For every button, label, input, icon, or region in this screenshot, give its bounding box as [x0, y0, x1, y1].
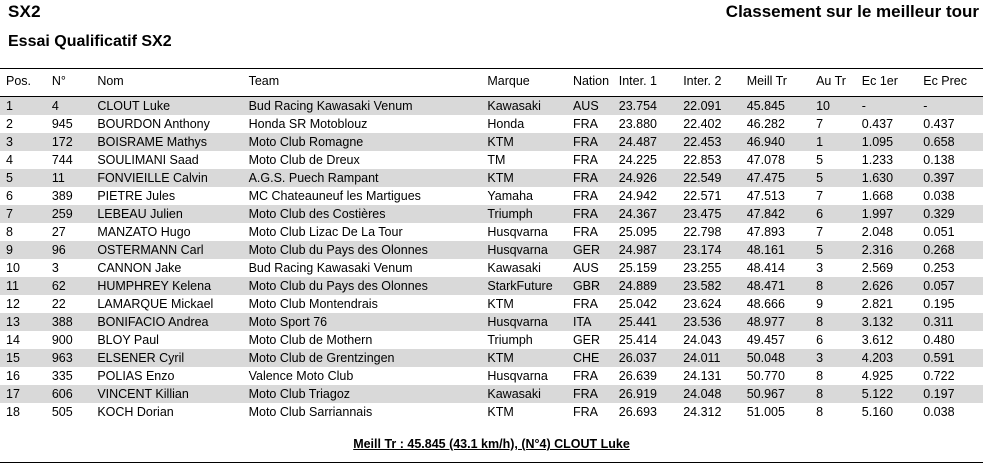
- table-row: [0, 277, 983, 295]
- cell-team: A.G.S. Puech Rampant: [248, 171, 379, 185]
- cell-inter2: 23.536: [683, 315, 722, 329]
- cell-lap-number: 8: [816, 405, 824, 419]
- cell-name: SOULIMANI Saad: [97, 153, 199, 167]
- cell-gap-first: 2.048: [861, 225, 894, 239]
- cell-best-lap: 47.078: [746, 153, 785, 167]
- cell-best-lap: 48.414: [746, 261, 785, 275]
- cell-gap-first: 2.569: [861, 261, 894, 275]
- cell-inter2: 23.255: [683, 261, 722, 275]
- table-row: [0, 295, 983, 313]
- cell-inter1: 26.037: [618, 351, 657, 365]
- cell-pos: 2: [6, 117, 13, 131]
- cell-pos: 14: [6, 333, 20, 347]
- column-header-gap-prev: Ec Prec: [923, 74, 968, 88]
- cell-number: 96: [51, 243, 66, 257]
- cell-brand: Triumph: [487, 207, 533, 221]
- cell-best-lap: 50.967: [746, 387, 785, 401]
- cell-brand: KTM: [487, 171, 514, 185]
- header-divider: [0, 68, 983, 69]
- cell-number: 11: [51, 171, 65, 185]
- cell-best-lap: 51.005: [746, 405, 785, 419]
- cell-pos: 11: [6, 279, 19, 293]
- cell-name: HUMPHREY Kelena: [97, 279, 212, 293]
- cell-lap-number: 8: [816, 369, 824, 383]
- cell-nation: GBR: [572, 279, 601, 293]
- cell-gap-prev: 0.329: [923, 207, 955, 221]
- table-row: [0, 205, 983, 223]
- cell-number: 62: [51, 279, 66, 293]
- cell-inter1: 25.414: [618, 333, 657, 347]
- cell-pos: 10: [6, 261, 20, 275]
- cell-lap-number: 5: [816, 171, 824, 185]
- cell-brand: KTM: [487, 351, 514, 365]
- cell-inter1: 25.441: [618, 315, 657, 329]
- cell-best-lap: 48.471: [746, 279, 785, 293]
- cell-gap-first: 1.630: [861, 171, 894, 185]
- cell-pos: 7: [6, 207, 13, 221]
- cell-nation: FRA: [572, 171, 598, 185]
- cell-team: Moto Club Romagne: [248, 135, 364, 149]
- table-row: [0, 115, 983, 133]
- cell-number: 259: [51, 207, 73, 221]
- cell-name: LEBEAU Julien: [97, 207, 183, 221]
- cell-inter1: 24.926: [618, 171, 657, 185]
- cell-pos: 15: [6, 351, 20, 365]
- cell-gap-first: 5.160: [861, 405, 894, 419]
- cell-inter2: 24.131: [683, 369, 722, 383]
- cell-nation: FRA: [572, 369, 598, 383]
- table-row: [0, 313, 983, 331]
- cell-nation: CHE: [572, 351, 600, 365]
- cell-best-lap: 48.666: [746, 297, 785, 311]
- cell-team: Honda SR Motoblouz: [248, 117, 368, 131]
- cell-pos: 4: [6, 153, 13, 167]
- cell-gap-first: 2.316: [861, 243, 894, 257]
- cell-gap-first: 1.233: [861, 153, 894, 167]
- cell-team: Bud Racing Kawasaki Venum: [248, 261, 413, 275]
- cell-gap-prev: 0.197: [923, 387, 955, 401]
- table-row: [0, 259, 983, 277]
- cell-name: PIETRE Jules: [97, 189, 176, 203]
- cell-gap-first: 1.668: [861, 189, 894, 203]
- cell-team: Moto Club des Costières: [248, 207, 386, 221]
- cell-pos: 3: [6, 135, 13, 149]
- cell-best-lap: 49.457: [746, 333, 785, 347]
- table-row: [0, 151, 983, 169]
- cell-name: LAMARQUE Mickael: [97, 297, 214, 311]
- cell-name: OSTERMANN Carl: [97, 243, 204, 257]
- cell-nation: ITA: [572, 315, 592, 329]
- cell-inter1: 26.919: [618, 387, 657, 401]
- cell-inter1: 25.042: [618, 297, 657, 311]
- cell-brand: Honda: [487, 117, 525, 131]
- cell-best-lap: 47.842: [746, 207, 785, 221]
- cell-team: Moto Club de Mothern: [248, 333, 373, 347]
- cell-number: 900: [51, 333, 73, 347]
- cell-nation: GER: [572, 243, 601, 257]
- cell-pos: 8: [6, 225, 13, 239]
- cell-brand: KTM: [487, 135, 514, 149]
- cell-number: 22: [51, 297, 66, 311]
- column-header-number: N°: [51, 74, 66, 88]
- cell-nation: GER: [572, 333, 601, 347]
- cell-brand: TM: [487, 153, 506, 167]
- cell-lap-number: 7: [816, 117, 824, 131]
- cell-inter2: 24.043: [683, 333, 722, 347]
- cell-gap-first: 2.821: [861, 297, 894, 311]
- cell-gap-prev: 0.038: [923, 405, 955, 419]
- cell-brand: Husqvarna: [487, 243, 548, 257]
- cell-team: Valence Moto Club: [248, 369, 354, 383]
- cell-lap-number: 6: [816, 333, 824, 347]
- cell-inter2: 24.312: [683, 405, 722, 419]
- cell-nation: FRA: [572, 135, 598, 149]
- cell-number: 945: [51, 117, 73, 131]
- cell-gap-first: 1.997: [861, 207, 894, 221]
- cell-brand: Husqvarna: [487, 225, 548, 239]
- cell-lap-number: 5: [816, 153, 824, 167]
- cell-inter2: 22.798: [683, 225, 722, 239]
- cell-name: CLOUT Luke: [97, 99, 171, 113]
- cell-inter2: 24.011: [683, 351, 721, 365]
- cell-brand: StarkFuture: [487, 279, 553, 293]
- cell-inter1: 23.880: [618, 117, 657, 131]
- cell-gap-prev: 0.658: [923, 135, 955, 149]
- column-header-lap-number: Au Tr: [816, 74, 846, 88]
- cell-gap-first: 3.132: [861, 315, 894, 329]
- cell-name: BOURDON Anthony: [97, 117, 210, 131]
- cell-inter2: 24.048: [683, 387, 722, 401]
- cell-inter1: 24.367: [618, 207, 657, 221]
- cell-nation: FRA: [572, 297, 598, 311]
- cell-gap-first: 5.122: [861, 387, 894, 401]
- cell-pos: 6: [6, 189, 13, 203]
- cell-pos: 12: [6, 297, 20, 311]
- column-header-nation: Nation: [572, 74, 610, 88]
- cell-gap-first: 1.095: [861, 135, 894, 149]
- cell-brand: Kawasaki: [487, 261, 541, 275]
- cell-brand: KTM: [487, 405, 514, 419]
- cell-team: Moto Club Lizac De La Tour: [248, 225, 403, 239]
- cell-number: 3: [51, 261, 59, 275]
- cell-inter2: 22.571: [683, 189, 722, 203]
- cell-best-lap: 47.475: [746, 171, 785, 185]
- cell-gap-prev: 0.480: [923, 333, 955, 347]
- cell-gap-first: 4.203: [861, 351, 894, 365]
- cell-inter1: 24.487: [618, 135, 657, 149]
- cell-inter2: 22.091: [683, 99, 722, 113]
- cell-nation: AUS: [572, 99, 599, 113]
- cell-name: KOCH Dorian: [97, 405, 174, 419]
- cell-gap-prev: 0.591: [923, 351, 955, 365]
- cell-gap-prev: 0.311: [923, 315, 954, 329]
- cell-gap-first: 3.612: [861, 333, 894, 347]
- cell-team: Moto Sport 76: [248, 315, 328, 329]
- cell-inter2: 22.402: [683, 117, 722, 131]
- cell-gap-prev: 0.437: [923, 117, 955, 131]
- cell-inter1: 24.225: [618, 153, 657, 167]
- cell-team: Moto Club de Dreux: [248, 153, 360, 167]
- cell-inter1: 24.987: [618, 243, 657, 257]
- cell-brand: Yamaha: [487, 189, 534, 203]
- table-row: [0, 241, 983, 259]
- cell-pos: 13: [6, 315, 20, 329]
- cell-team: Moto Club du Pays des Olonnes: [248, 243, 428, 257]
- cell-lap-number: 7: [816, 189, 824, 203]
- cell-pos: 16: [6, 369, 20, 383]
- cell-gap-prev: 0.057: [923, 279, 955, 293]
- column-header-gap-first: Ec 1er: [861, 74, 898, 88]
- table-header-row: [0, 72, 983, 97]
- cell-lap-number: 3: [816, 261, 824, 275]
- cell-gap-prev: 0.722: [923, 369, 955, 383]
- cell-team: MC Chateauneuf les Martigues: [248, 189, 421, 203]
- cell-best-lap: 46.282: [746, 117, 785, 131]
- cell-inter1: 25.095: [618, 225, 657, 239]
- cell-nation: FRA: [572, 225, 598, 239]
- cell-inter1: 23.754: [618, 99, 657, 113]
- cell-nation: FRA: [572, 405, 598, 419]
- cell-name: BOISRAME Mathys: [97, 135, 208, 149]
- cell-gap-first: 0.437: [861, 117, 894, 131]
- cell-pos: 18: [6, 405, 20, 419]
- cell-gap-prev: 0.195: [923, 297, 955, 311]
- cell-name: POLIAS Enzo: [97, 369, 175, 383]
- cell-inter2: 23.582: [683, 279, 722, 293]
- cell-lap-number: 8: [816, 387, 824, 401]
- cell-inter1: 26.639: [618, 369, 657, 383]
- table-row: [0, 97, 983, 116]
- cell-inter2: 23.475: [683, 207, 722, 221]
- column-header-inter1: Inter. 1: [618, 74, 657, 88]
- cell-number: 505: [51, 405, 73, 419]
- cell-name: ELSENER Cyril: [97, 351, 185, 365]
- cell-name: BONIFACIO Andrea: [97, 315, 209, 329]
- table-row: [0, 349, 983, 367]
- cell-pos: 5: [6, 171, 13, 185]
- cell-gap-prev: 0.253: [923, 261, 955, 275]
- page-header: [0, 0, 983, 30]
- cell-brand: Husqvarna: [487, 369, 548, 383]
- cell-brand: Husqvarna: [487, 315, 548, 329]
- results-table: [0, 72, 983, 421]
- cell-pos: 9: [6, 243, 13, 257]
- cell-name: FONVIEILLE Calvin: [97, 171, 208, 185]
- cell-number: 27: [51, 225, 66, 239]
- cell-nation: FRA: [572, 117, 598, 131]
- table-row: [0, 403, 983, 421]
- cell-best-lap: 50.048: [746, 351, 785, 365]
- cell-team: Moto Club Triagoz: [248, 387, 351, 401]
- cell-nation: FRA: [572, 189, 598, 203]
- cell-number: 389: [51, 189, 73, 203]
- cell-lap-number: 7: [816, 225, 824, 239]
- cell-lap-number: 8: [816, 315, 824, 329]
- cell-gap-prev: 0.397: [923, 171, 955, 185]
- cell-team: Moto Club de Grentzingen: [248, 351, 395, 365]
- cell-gap-prev: 0.038: [923, 189, 955, 203]
- cell-pos: 1: [6, 99, 13, 113]
- cell-number: 4: [51, 99, 59, 113]
- cell-lap-number: 1: [816, 135, 824, 149]
- cell-team: Moto Club Sarriannais: [248, 405, 373, 419]
- table-row: [0, 133, 983, 151]
- column-header-pos: Pos.: [6, 74, 32, 88]
- column-header-team: Team: [248, 74, 280, 88]
- cell-inter2: 22.853: [683, 153, 722, 167]
- cell-best-lap: 46.940: [746, 135, 785, 149]
- cell-nation: AUS: [572, 261, 599, 275]
- cell-lap-number: 3: [816, 351, 824, 365]
- cell-best-lap: 45.845: [746, 99, 785, 113]
- table-row: [0, 169, 983, 187]
- best-lap-note-text: Meill Tr : 45.845 (43.1 km/h), (N°4) CLOUT Luke: [353, 437, 630, 451]
- cell-number: 963: [51, 351, 73, 365]
- cell-best-lap: 48.161: [746, 243, 785, 257]
- cell-name: CANNON Jake: [97, 261, 182, 275]
- cell-lap-number: 9: [816, 297, 824, 311]
- cell-brand: Kawasaki: [487, 99, 541, 113]
- cell-best-lap: 47.513: [746, 189, 785, 203]
- cell-number: 744: [51, 153, 73, 167]
- cell-name: BLOY Paul: [97, 333, 159, 347]
- cell-number: 172: [51, 135, 73, 149]
- cell-gap-prev: 0.138: [923, 153, 955, 167]
- cell-brand: KTM: [487, 297, 514, 311]
- table-row: [0, 187, 983, 205]
- cell-inter1: 24.889: [618, 279, 657, 293]
- cell-number: 606: [51, 387, 73, 401]
- cell-nation: FRA: [572, 153, 598, 167]
- cell-name: VINCENT Killian: [97, 387, 189, 401]
- column-header-inter2: Inter. 2: [683, 74, 722, 88]
- footer-divider: [0, 462, 983, 463]
- table-row: [0, 331, 983, 349]
- cell-gap-prev: 0.268: [923, 243, 955, 257]
- cell-inter1: 26.693: [618, 405, 657, 419]
- cell-lap-number: 8: [816, 279, 824, 293]
- cell-gap-prev: -: [923, 99, 928, 113]
- cell-gap-first: 2.626: [861, 279, 894, 293]
- cell-gap-first: -: [861, 99, 866, 113]
- column-header-brand: Marque: [487, 74, 530, 88]
- cell-lap-number: 5: [816, 243, 824, 257]
- cell-lap-number: 6: [816, 207, 824, 221]
- column-header-best-lap: Meill Tr: [746, 74, 787, 88]
- cell-best-lap: 50.770: [746, 369, 785, 383]
- cell-gap-prev: 0.051: [923, 225, 955, 239]
- table-row: [0, 223, 983, 241]
- table-row: [0, 385, 983, 403]
- cell-best-lap: 48.977: [746, 315, 785, 329]
- cell-number: 335: [51, 369, 73, 383]
- cell-inter1: 25.159: [618, 261, 657, 275]
- classification-title: Classement sur le meilleur tour: [725, 2, 979, 21]
- cell-team: Moto Club Montendrais: [248, 297, 378, 311]
- cell-number: 388: [51, 315, 73, 329]
- table-header: [0, 72, 983, 97]
- cell-inter2: 22.549: [683, 171, 722, 185]
- cell-best-lap: 47.893: [746, 225, 785, 239]
- table-row: [0, 367, 983, 385]
- cell-nation: FRA: [572, 387, 598, 401]
- cell-inter1: 24.942: [618, 189, 657, 203]
- cell-team: Moto Club du Pays des Olonnes: [248, 279, 428, 293]
- cell-inter2: 23.174: [683, 243, 722, 257]
- column-header-name: Nom: [97, 74, 124, 88]
- best-lap-note: [0, 437, 983, 451]
- cell-brand: Triumph: [487, 333, 533, 347]
- cell-inter2: 23.624: [683, 297, 722, 311]
- cell-team: Bud Racing Kawasaki Venum: [248, 99, 413, 113]
- cell-lap-number: 10: [816, 99, 830, 113]
- event-code: SX2: [8, 2, 41, 21]
- cell-name: MANZATO Hugo: [97, 225, 191, 239]
- cell-nation: FRA: [572, 207, 598, 221]
- cell-inter2: 22.453: [683, 135, 722, 149]
- table-body: [0, 97, 983, 422]
- session-title: Essai Qualificatif SX2: [8, 33, 172, 50]
- cell-pos: 17: [6, 387, 20, 401]
- cell-gap-first: 4.925: [861, 369, 894, 383]
- cell-brand: Kawasaki: [487, 387, 541, 401]
